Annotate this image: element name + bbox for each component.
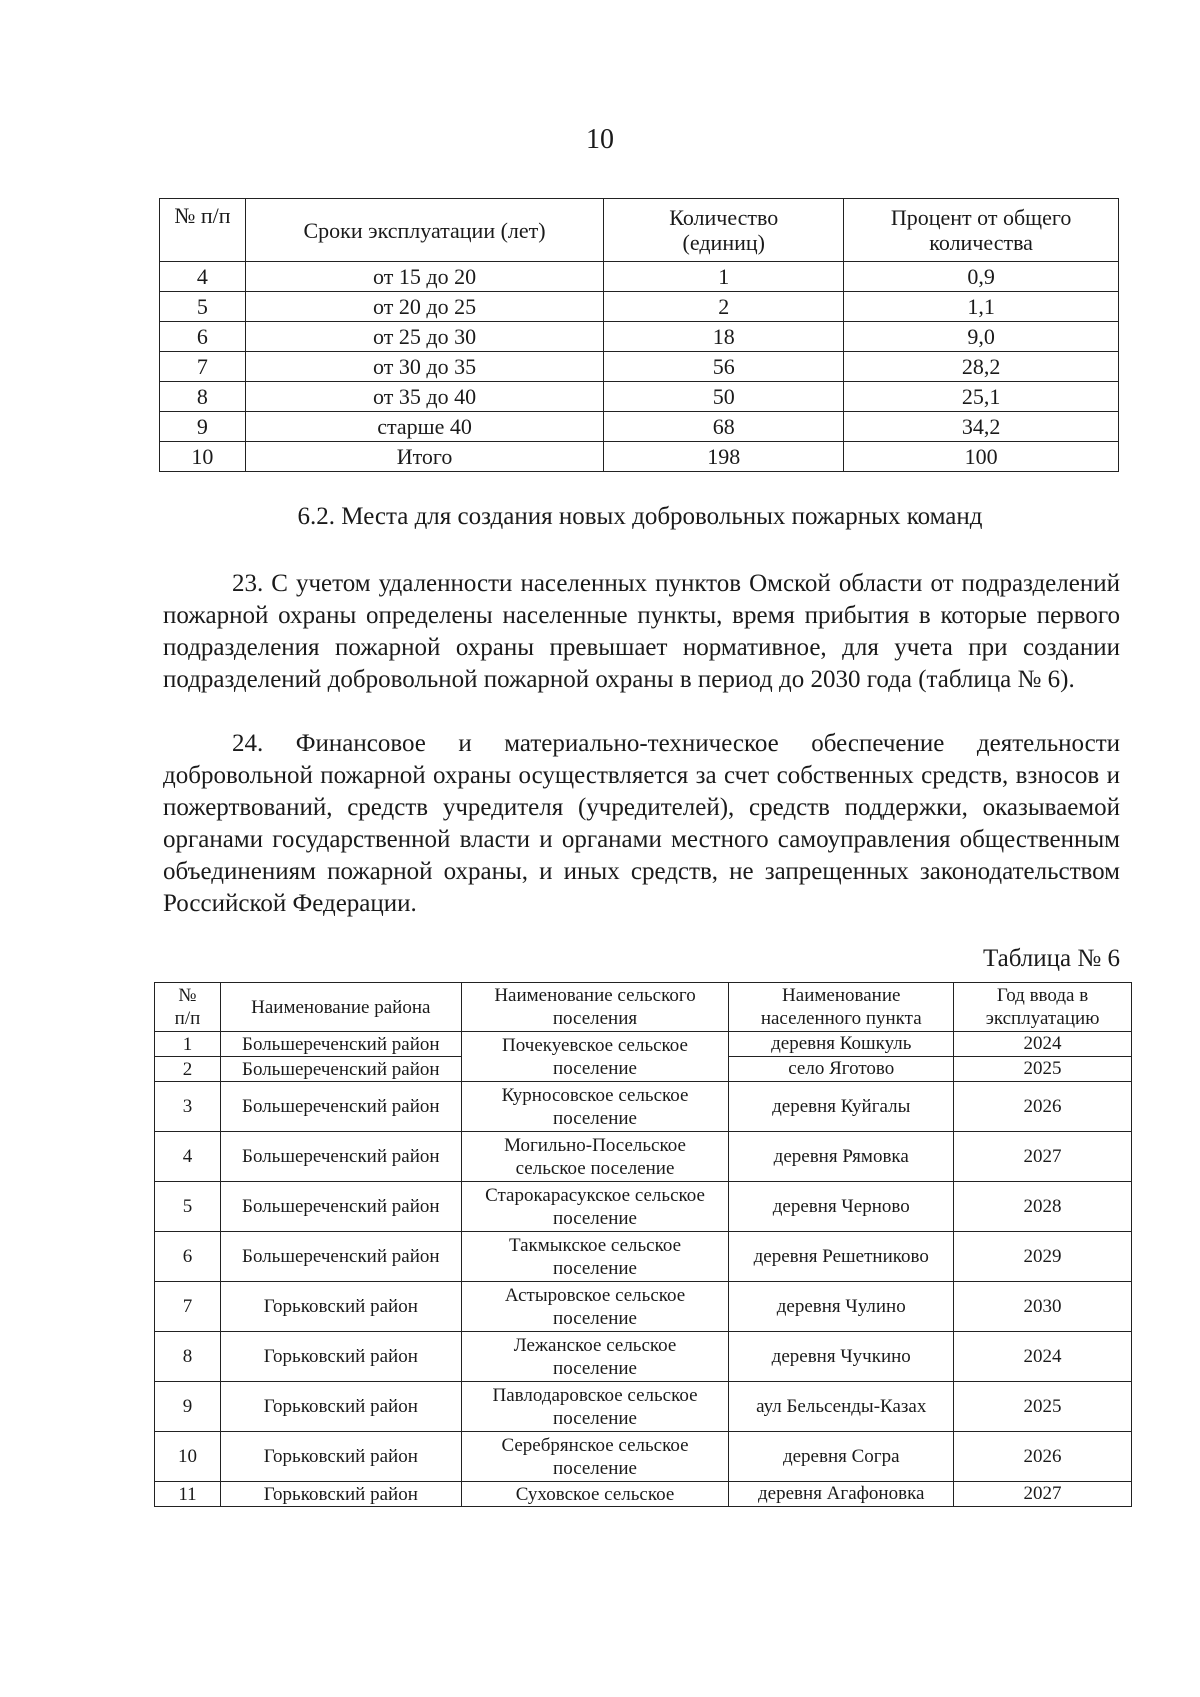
cell-district: Горьковский район (220, 1332, 461, 1382)
header-rural-settlement: Наименование сельского поселения (461, 983, 729, 1032)
paragraph-23: 23. С учетом удаленности населенных пунктов Омской области от подразделений пожарной охраны определены населенные пункты, время прибытия в которые первого подразделения пожарной охраны превышает нормативное, для учета при создании подразделений добровольной пожарной охраны в период до 2030 года (таблица № 6). (163, 570, 1120, 693)
cell-year: 2027 (954, 1482, 1132, 1507)
cell-rural-settlement: Павлодаровское сельское поселение (461, 1382, 729, 1432)
paragraph-24: 24. Финансовое и материально-техническое обеспечение деятельности добровольной пожарной охраны осуществляется за счет собственных средств, взносов и пожертвований, средств учредителя (учредителей), средств поддержки, оказываемой органами государственной власти и органами местного самоуправления общественным объединениям пожарной охраны, и иных средств, не запрещенных законодательством Российской Федерации. (163, 730, 1120, 917)
cell-quantity: 198 (604, 442, 844, 472)
cell-locality: деревня Кошкуль (729, 1032, 954, 1057)
cell-district: Большереченский район (220, 1082, 461, 1132)
cell-year: 2029 (954, 1232, 1132, 1282)
cell-locality: деревня Рямовка (729, 1132, 954, 1182)
table-label: Таблица № 6 (982, 945, 1120, 972)
cell-service-life: от 15 до 20 (245, 262, 603, 292)
table-row (160, 322, 1119, 352)
cell-locality: деревня Чулино (729, 1282, 954, 1332)
table-row (155, 1382, 1132, 1432)
cell-rural-settlement: Такмыкское сельское поселение (461, 1232, 729, 1282)
cell-year: 2026 (954, 1082, 1132, 1132)
header-commissioning-year: Год ввода в эксплуатацию (954, 983, 1132, 1032)
table-row (155, 1032, 1132, 1057)
cell-district: Горьковский район (220, 1382, 461, 1432)
cell-number: 2 (155, 1057, 221, 1082)
table-row (155, 1432, 1132, 1482)
cell-service-life: от 30 до 35 (245, 352, 603, 382)
cell-number: 4 (155, 1132, 221, 1182)
cell-district: Большереченский район (220, 1132, 461, 1182)
cell-rural-settlement: Астыровское сельское поселение (461, 1282, 729, 1332)
cell-number: 6 (160, 322, 246, 352)
cell-number: 1 (155, 1032, 221, 1057)
cell-year: 2025 (954, 1057, 1132, 1082)
table-header-row (160, 199, 1119, 262)
page-number: 10 (586, 124, 614, 155)
cell-district: Большереченский район (220, 1057, 461, 1082)
table-row (160, 292, 1119, 322)
table-row (155, 1182, 1132, 1232)
cell-service-life: от 20 до 25 (245, 292, 603, 322)
header-percent: Процент от общего количества (844, 199, 1119, 262)
cell-number: 3 (155, 1082, 221, 1132)
cell-number: 5 (155, 1182, 221, 1232)
cell-district: Большереченский район (220, 1032, 461, 1057)
cell-percent: 28,2 (844, 352, 1119, 382)
header-quantity: Количество (единиц) (604, 199, 844, 262)
cell-quantity: 2 (604, 292, 844, 322)
cell-locality: деревня Решетниково (729, 1232, 954, 1282)
cell-rural-settlement: Старокарасукское сельское поселение (461, 1182, 729, 1232)
section-title: 6.2. Места для создания новых добровольных пожарных команд (297, 503, 983, 530)
cell-district: Большереченский район (220, 1182, 461, 1232)
cell-number: 9 (155, 1382, 221, 1432)
table-row (155, 1482, 1132, 1507)
cell-number: 9 (160, 412, 246, 442)
cell-year: 2027 (954, 1132, 1132, 1182)
cell-year: 2028 (954, 1182, 1132, 1232)
cell-percent: 34,2 (844, 412, 1119, 442)
header-district: Наименование района (220, 983, 461, 1032)
cell-locality: аул Бельсенды-Казах (729, 1382, 954, 1432)
cell-district: Горьковский район (220, 1282, 461, 1332)
cell-year: 2030 (954, 1282, 1132, 1332)
cell-number: 8 (160, 382, 246, 412)
cell-percent: 25,1 (844, 382, 1119, 412)
cell-percent: 1,1 (844, 292, 1119, 322)
service-life-table (159, 198, 1119, 472)
cell-number: 10 (160, 442, 246, 472)
cell-rural-settlement: Курносовское сельское поселение (461, 1082, 729, 1132)
header-number: № п/п (155, 983, 221, 1032)
cell-percent: 100 (844, 442, 1119, 472)
cell-locality: деревня Черново (729, 1182, 954, 1232)
cell-locality: деревня Согра (729, 1432, 954, 1482)
cell-rural-settlement: Могильно-Посельское сельское поселение (461, 1132, 729, 1182)
cell-quantity: 18 (604, 322, 844, 352)
cell-year: 2024 (954, 1332, 1132, 1382)
cell-number: 7 (160, 352, 246, 382)
table-row (160, 382, 1119, 412)
cell-district: Большереченский район (220, 1232, 461, 1282)
cell-district: Горьковский район (220, 1482, 461, 1507)
cell-district: Горьковский район (220, 1432, 461, 1482)
table-row (160, 352, 1119, 382)
header-service-life: Сроки эксплуатации (лет) (245, 199, 603, 262)
cell-percent: 0,9 (844, 262, 1119, 292)
table-header-row (155, 983, 1132, 1032)
cell-service-life: от 25 до 30 (245, 322, 603, 352)
cell-locality: деревня Агафоновка (729, 1482, 954, 1507)
table-row (160, 412, 1119, 442)
table-row (155, 1082, 1132, 1132)
cell-service-life: старше 40 (245, 412, 603, 442)
cell-number: 6 (155, 1232, 221, 1282)
cell-service-life: от 35 до 40 (245, 382, 603, 412)
cell-rural-settlement: Суховское сельское (461, 1482, 729, 1507)
cell-percent: 9,0 (844, 322, 1119, 352)
header-number: № п/п (160, 199, 246, 262)
table-row (155, 1332, 1132, 1382)
cell-number: 5 (160, 292, 246, 322)
cell-rural-settlement: Серебрянское сельское поселение (461, 1432, 729, 1482)
cell-number: 7 (155, 1282, 221, 1332)
cell-number: 4 (160, 262, 246, 292)
settlements-table (154, 982, 1132, 1507)
cell-number: 8 (155, 1332, 221, 1382)
cell-locality: деревня Куйгалы (729, 1082, 954, 1132)
cell-year: 2025 (954, 1382, 1132, 1432)
cell-locality: село Яготово (729, 1057, 954, 1082)
cell-quantity: 1 (604, 262, 844, 292)
cell-number: 11 (155, 1482, 221, 1507)
cell-rural-settlement: Лежанское сельское поселение (461, 1332, 729, 1382)
table-row (155, 1132, 1132, 1182)
cell-year: 2026 (954, 1432, 1132, 1482)
header-locality: Наименование населенного пункта (729, 983, 954, 1032)
cell-year: 2024 (954, 1032, 1132, 1057)
cell-locality: деревня Чучкино (729, 1332, 954, 1382)
table-row (160, 442, 1119, 472)
cell-quantity: 50 (604, 382, 844, 412)
cell-quantity: 56 (604, 352, 844, 382)
cell-service-life: Итого (245, 442, 603, 472)
cell-quantity: 68 (604, 412, 844, 442)
cell-number: 10 (155, 1432, 221, 1482)
table-row (160, 262, 1119, 292)
table-row (155, 1282, 1132, 1332)
table-row (155, 1232, 1132, 1282)
cell-rural-settlement: Почекуевское сельское поселение (461, 1032, 729, 1082)
